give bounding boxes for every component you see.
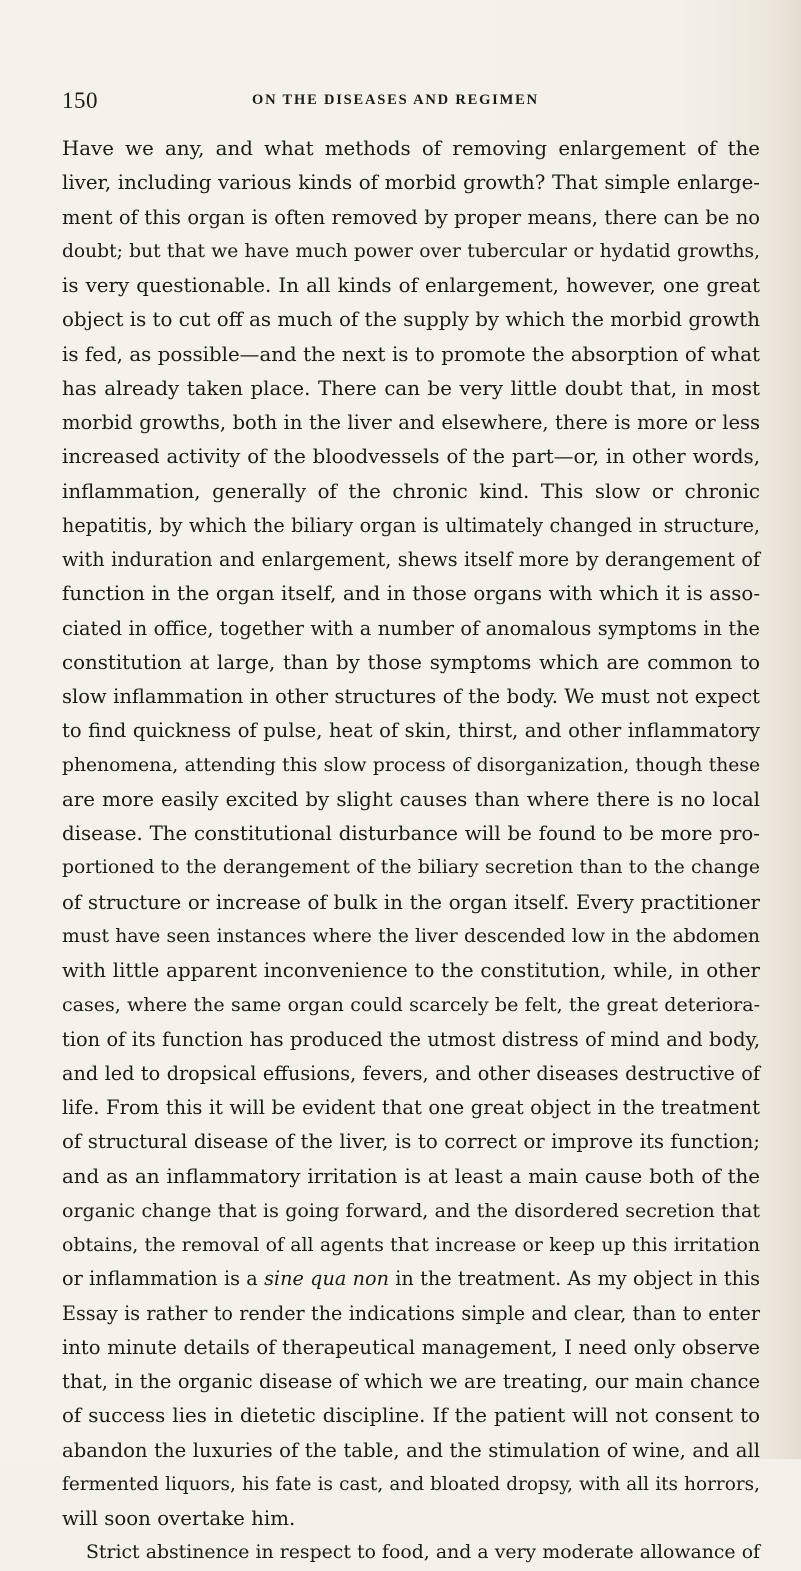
text-line: is fed, as possible—and the next is to promote the absorption of what xyxy=(62,342,760,366)
text-line: with induration and enlargement, shews itself more by derangement of xyxy=(62,548,760,571)
text-line: hepatitis, by which the biliary organ is ultimately changed in structure, xyxy=(62,513,760,537)
text-line: has already taken place. There can be very little doubt that, in most xyxy=(62,376,760,400)
text-line: obtains, the removal of all agents that increase or keep up this irritation xyxy=(62,1234,760,1256)
text-line: fermented liquors, his fate is cast, and bloated dropsy, with all its horrors, xyxy=(62,1473,760,1495)
text-line: organic change that is going forward, and the disordered secretion that xyxy=(62,1199,760,1222)
text-line: and as an inflammatory irritation is at least a main cause both of the xyxy=(62,1164,760,1188)
text-line: slow inflammation in other structures of the body. We must not expect xyxy=(62,685,760,708)
text-line: to find quickness of pulse, heat of skin, thirst, and other inflammatory xyxy=(62,719,760,743)
text-line: life. From this it will be evident that one great object in the treatment xyxy=(62,1096,760,1119)
page-number: 150 xyxy=(62,88,98,113)
text-line: are more easily excited by slight causes than where there is no local xyxy=(62,787,760,811)
text-line: liver, including various kinds of morbid growth? That simple enlarge- xyxy=(62,171,760,195)
italic-phrase: sine qua non xyxy=(264,1267,389,1291)
text-line: of structural disease of the liver, is to correct or improve its function; xyxy=(62,1130,760,1154)
text-line: morbid growths, both in the liver and elsewhere, there is more or less xyxy=(62,411,760,434)
new-paragraph-line: Strict abstinence in respect to food, and a very moderate allowance of xyxy=(86,1542,760,1564)
text-line: abandon the luxuries of the table, and the stimulation of wine, and all xyxy=(62,1438,760,1462)
paragraph-end-line: will soon overtake him. xyxy=(62,1507,296,1530)
text-line: constitution at large, than by those symptoms which are common to xyxy=(62,650,760,674)
text-line: tion of its function has produced the utmost distress of mind and body, xyxy=(62,1027,760,1051)
text-line: cases, where the same organ could scarcely be felt, the great deteriora- xyxy=(62,994,760,1017)
text-line: doubt; but that we have much power over tubercular or hydatid growths, xyxy=(62,240,760,262)
body-text xyxy=(62,132,760,1571)
text-line: ment of this organ is often removed by proper means, there can be no xyxy=(62,205,760,229)
text-line: Essay is rather to render the indications simple and clear, than to enter xyxy=(62,1301,760,1325)
text-line: object is to cut off as much of the supply by which the morbid growth xyxy=(62,308,760,332)
text-line: inflammation, generally of the chronic kind. This slow or chronic xyxy=(62,479,760,503)
text-line: Have we any, and what methods of removing enlargement of the xyxy=(62,137,760,160)
text-line: of success lies in dietetic discipline. If the patient will not consent to xyxy=(62,1404,760,1428)
text-line: must have seen instances where the liver descended low in the abdomen xyxy=(62,925,760,947)
text-line: that, in the organic disease of which we are treating, our main chance xyxy=(62,1370,760,1393)
line-segment: in the treatment. As my object in this xyxy=(388,1267,760,1291)
text-line: portioned to the derangement of the biliary secretion than to the change xyxy=(62,857,760,879)
text-line: of structure or increase of bulk in the organ itself. Every practitioner xyxy=(62,890,760,914)
text-line: with little apparent inconvenience to the constitution, while, in other xyxy=(62,959,760,982)
text-line: is very questionable. In all kinds of enlargement, however, one great xyxy=(62,274,760,297)
text-line: function in the organ itself, and in those organs with which it is asso- xyxy=(62,582,760,606)
text-line: increased activity of the bloodvessels of the part—or, in other words, xyxy=(62,445,760,469)
line-segment: or inflammation is a xyxy=(62,1267,265,1291)
text-line: ciated in office, together with a number of anomalous symptoms in the xyxy=(62,616,760,640)
running-head: ON THE DISEASES AND REGIMEN xyxy=(252,92,539,108)
text-line: into minute details of therapeutical management, I need only observe xyxy=(62,1335,760,1359)
page-header xyxy=(62,88,762,118)
text-line: disease. The constitutional disturbance will be found to be more pro- xyxy=(62,822,760,845)
text-line-with-italic xyxy=(62,1262,760,1296)
text-line: phenomena, attending this slow process of disorganization, though these xyxy=(62,754,760,776)
text-line: and led to dropsical effusions, fevers, and other diseases destructive of xyxy=(62,1061,760,1085)
